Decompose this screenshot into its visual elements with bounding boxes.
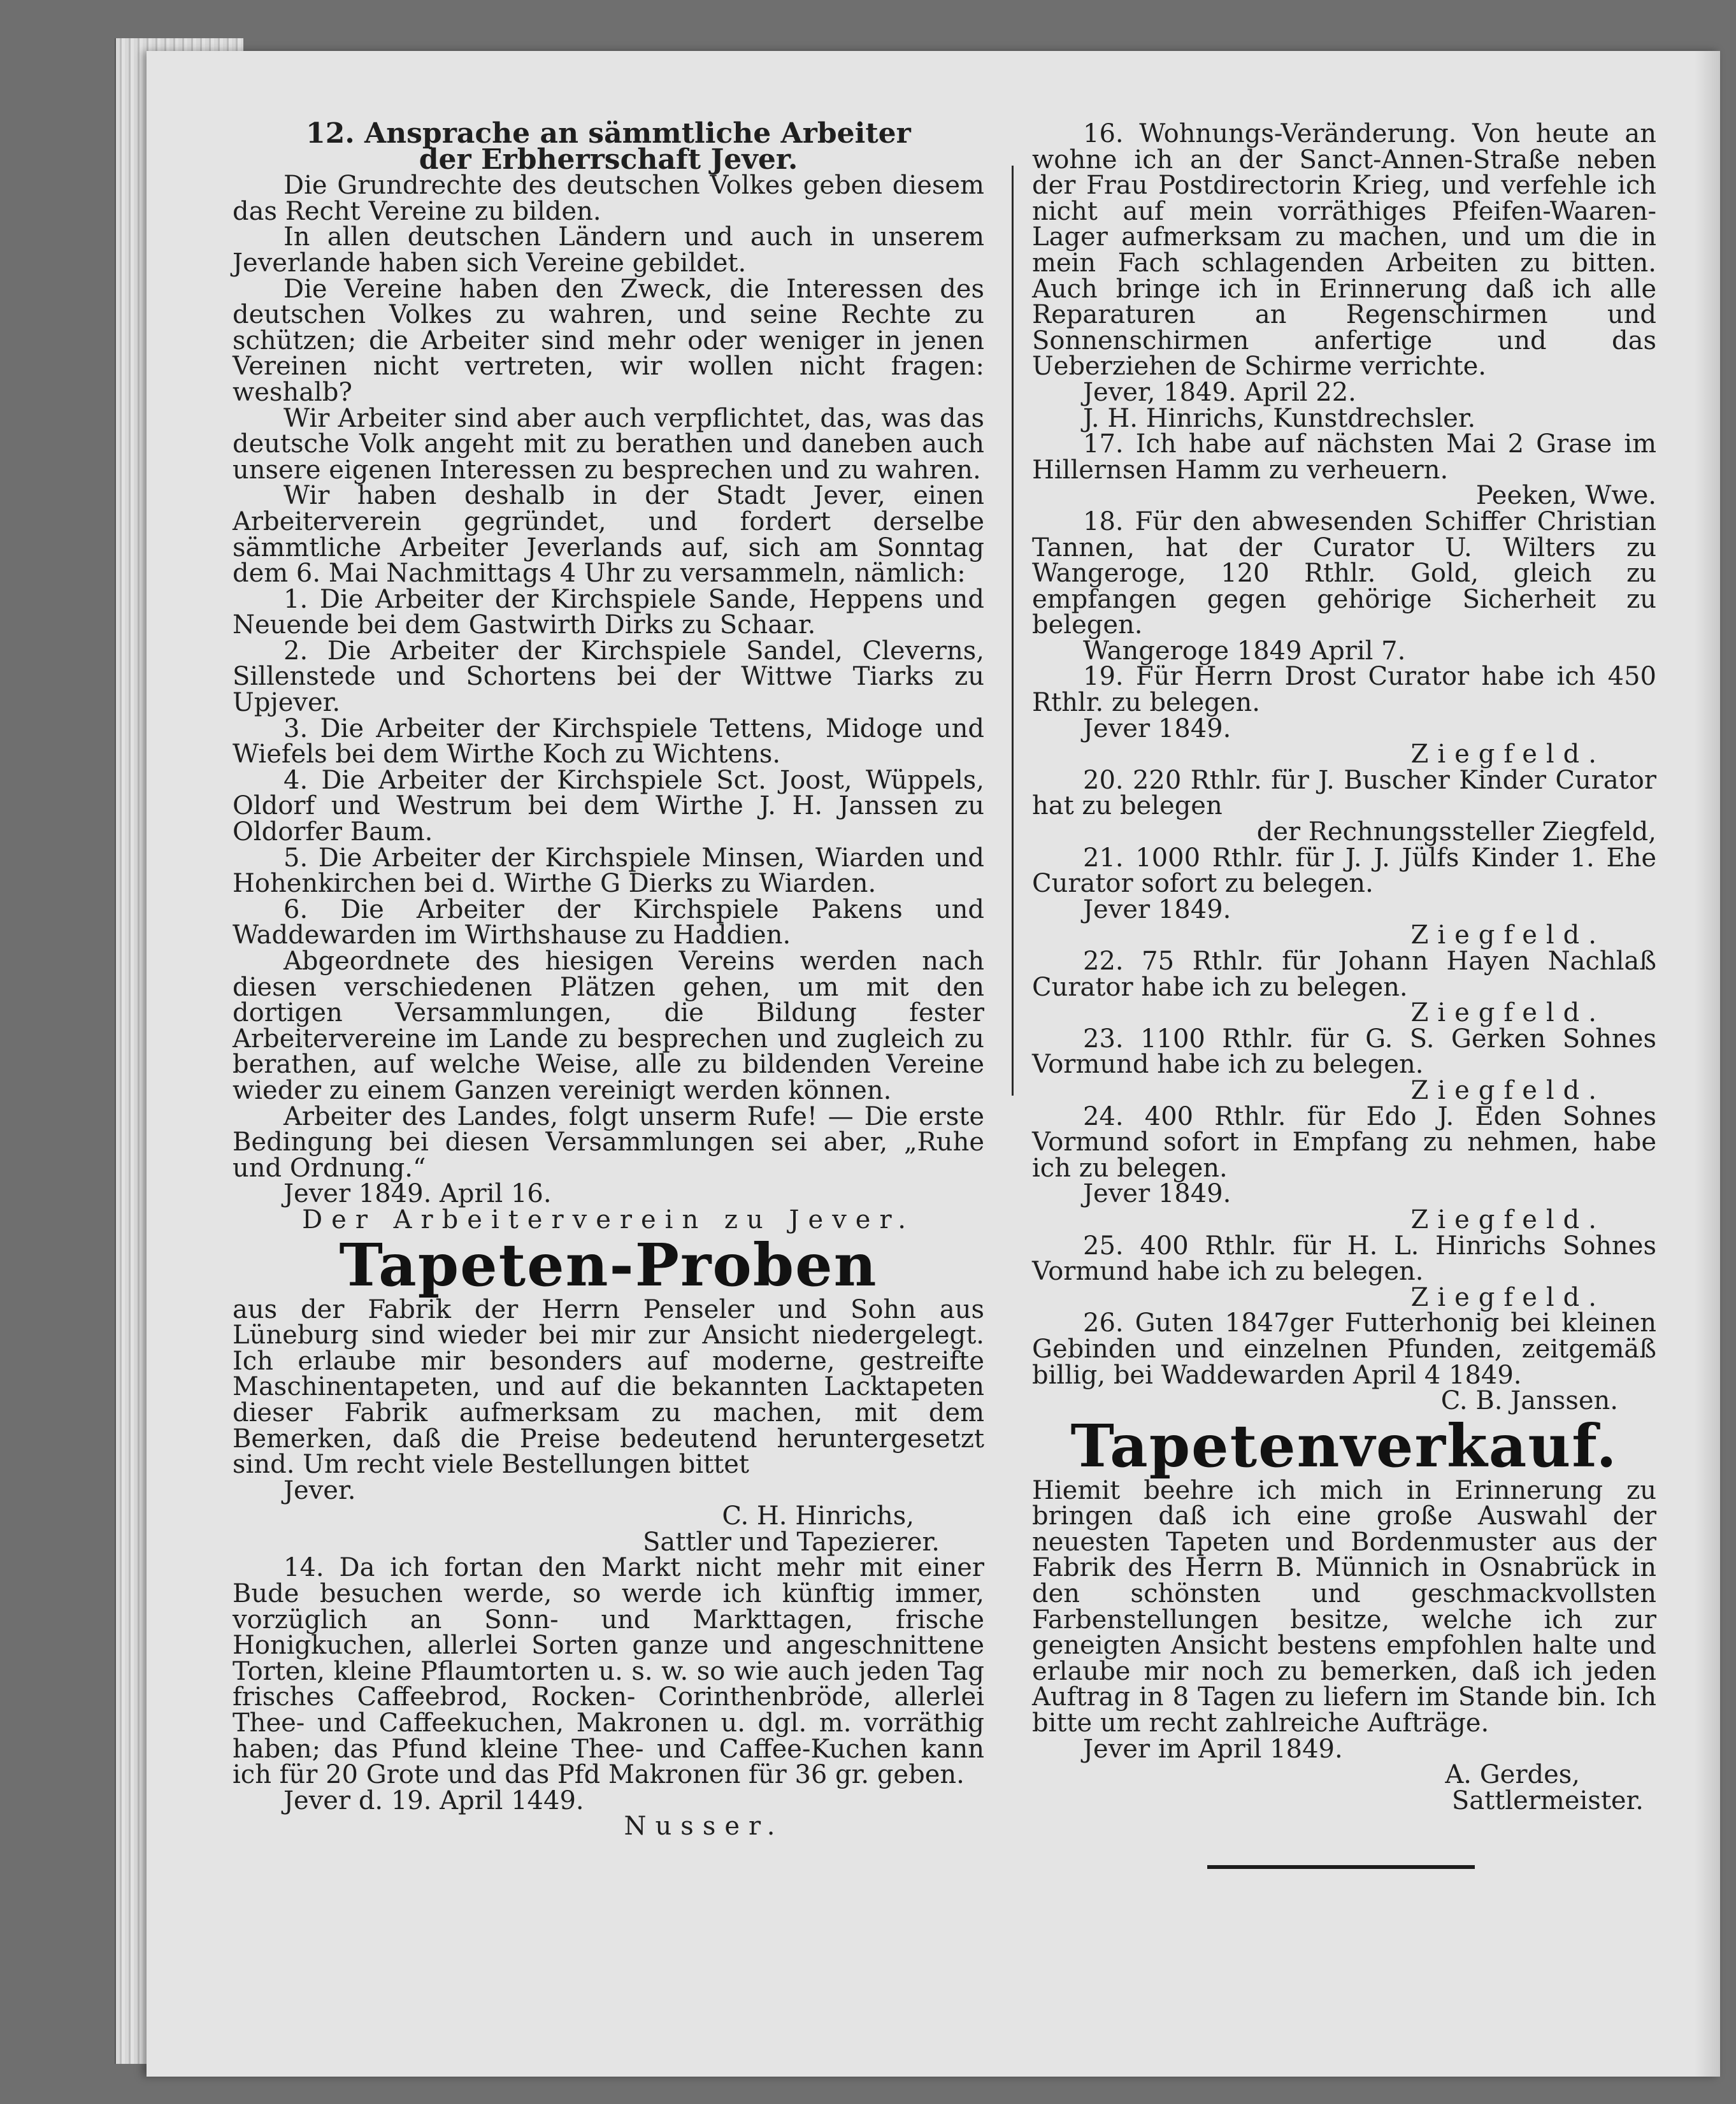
- ad24-date: Jever 1849.: [1083, 1179, 1231, 1209]
- ad26-paragraph: 26. Guten 1847ger Futterhonig bei kleinen Gebinden und einzelnen Pfunden, zeitgemäß billig, bei Waddewarden April 4 1849.: [1032, 1308, 1656, 1390]
- ad19-signature: Ziegfeld.: [1410, 740, 1605, 769]
- right-column: [1032, 121, 1656, 1814]
- ad12-paragraph: Wir haben deshalb in der Stadt Jever, einen Arbeiterverein gegründet, und fordert derselbe sämmtliche Arbeiter Jeverlands auf, sich am Sonntag dem 6. Mai Nachmittags 4 Uhr zu versammeln, nämlich:: [233, 481, 984, 589]
- tapeten-proben-signature: C. H. Hinrichs,: [722, 1501, 914, 1531]
- column-divider: [1012, 166, 1014, 1096]
- ad12-paragraph: Wir Arbeiter sind aber auch verpflichtet, das, was das deutsche Volk angeht mit zu berathen und daneben auch unsere eigenen Interessen zu besprechen und zu wahren.: [233, 403, 984, 485]
- tapeten-proben-heading: Tapeten-Proben: [339, 1230, 878, 1299]
- ad12-list-item: 5. Die Arbeiter der Kirchspiele Minsen, Wiarden und Hohenkirchen bei d. Wirthe G Dierks zu Wiarden.: [233, 843, 984, 899]
- ad12-paragraph: Die Vereine haben den Zweck, die Interessen des deutschen Volkes zu wahren, und seine Rechte zu schützen; die Arbeiter sind mehr oder weniger in jenen Vereinen nicht vertreten, wir wollen nicht fragen: weshalb?: [233, 274, 984, 407]
- ad12-paragraph: Arbeiter des Landes, folgt unserm Rufe! — Die erste Bedingung bei diesen Versammlungen sei aber, „Ruhe und Ordnung.“: [233, 1101, 984, 1183]
- ad14-paragraph: 14. Da ich fortan den Markt nicht mehr mit einer Bude besuchen werde, so werde ich künftig immer, vorzüglich an Sonn- und Markttagen, frische Honigkuchen, allerlei Sorten ganze und angeschnittene Torten, kleine Pflaumtorten u. s. w. so wie auch jeden Tag frisches Caffeebrod, Rocken- Corinthenbröde, allerlei Thee- und Caffeekuchen, Makronen u. dgl. m. vorräthig haben; das Pfund kleine Thee- und Caffee-Kuchen kann ich für 20 Grote und das Pfd Makronen für 36 gr. geben.: [233, 1553, 984, 1790]
- tapeten-proben-trade: Sattler und Tapezierer.: [642, 1527, 940, 1557]
- ad19-paragraph: 19. Für Herrn Drost Curator habe ich 450 Rthlr. zu belegen.: [1032, 662, 1656, 718]
- ad12-paragraph: Abgeordnete des hiesigen Vereins werden nach diesen verschiedenen Plätzen gehen, um mit den dortigen Versammlungen, die Bildung fester Arbeitervereine im Lande zu besprechen und zugleich zu berathen, auf welche Weise, alle zu bildenden Vereine wieder zu einem Ganzen vereinigt werden können.: [233, 947, 984, 1105]
- tapeten-proben-place: Jever.: [283, 1475, 356, 1505]
- ad20-paragraph: 20. 220 Rthlr. für J. Buscher Kinder Curator hat zu belegen: [1032, 765, 1656, 821]
- tapeten-proben-text: aus der Fabrik der Herrn Penseler und Sohn aus Lüneburg sind wieder bei mir zur Ansicht niedergelegt. Ich erlaube mir besonders auf moderne, gestreifte Maschinentapeten, und auf die bekannten Lacktapeten dieser Fabrik aufmerksam zu machen, mit dem Bemerken, daß die Preise bedeutend heruntergesetzt sind. Um recht viele Bestellungen bittet: [233, 1294, 984, 1480]
- ad12-paragraph: In allen deutschen Ländern und auch in unserem Jeverlande haben sich Vereine gebildet.: [233, 222, 984, 278]
- ad12-paragraph: Die Grundrechte des deutschen Volkes geben diesem das Recht Vereine zu bilden.: [233, 171, 984, 226]
- ad14-date: Jever d. 19. April 1449.: [283, 1786, 584, 1815]
- ad22-paragraph: 22. 75 Rthlr. für Johann Hayen Nachlaß Curator habe ich zu belegen.: [1032, 947, 1656, 1002]
- ad20-signature: der Rechnungssteller Ziegfeld,: [1256, 817, 1656, 847]
- ad17-paragraph: 17. Ich habe auf nächsten Mai 2 Grase im Hillernsen Hamm zu verheuern.: [1032, 429, 1656, 485]
- closing-rule: [1207, 1865, 1475, 1869]
- ad14-signature: Nusser.: [624, 1812, 784, 1842]
- ad21-date: Jever 1849.: [1083, 894, 1231, 924]
- tapetenverkauf-signature: A. Gerdes,: [1445, 1760, 1580, 1790]
- ad25-paragraph: 25. 400 Rthlr. für H. L. Hinrichs Sohnes Vormund habe ich zu belegen.: [1032, 1231, 1656, 1287]
- ad12-title-line1: 12. Ansprache an sämmtliche Arbeiter: [306, 117, 911, 150]
- ad24-signature: Ziegfeld.: [1410, 1205, 1605, 1234]
- ad16-paragraph: 16. Wohnungs-Veränderung. Von heute an wohne ich an der Sanct-Annen-Straße neben der Frau Postdirectorin Krieg, und verfehle ich nicht auf mein vorräthiges Pfeifen-Waaren-Lager aufmerksam zu machen, und um die in mein Fach schlagenden Arbeiten zu bitten. Auch bringe ich in Erinnerung daß ich alle Reparaturen an Regenschirmen und Sonnenschirmen anfertige und das Ueberziehen de Schirme verrichte.: [1032, 119, 1656, 382]
- ad22-signature: Ziegfeld.: [1410, 998, 1605, 1028]
- ad12-signature: Der Arbeiterverein zu Jever.: [302, 1205, 915, 1234]
- tapetenverkauf-text: Hiemit beehre ich mich in Erinnerung zu bringen daß ich eine große Auswahl der neuesten Tapeten und Bordenmuster aus der Fabrik des Herrn B. Münnich in Osnabrück in den schönsten und geschmackvollsten Farbenstellungen besitze, welche ich zur geneigten Ansicht bestens empfohlen halte und erlaube mir noch zu bemerken, daß ich jeden Auftrag in 8 Tagen zu liefern im Stande bin. Ich bitte um recht zahlreiche Aufträge.: [1032, 1475, 1656, 1738]
- ad18-paragraph: 18. Für den abwesenden Schiffer Christian Tannen, hat der Curator U. Wilters zu Wangeroge, 120 Rthlr. Gold, gleich zu empfangen gegen gehörige Sicherheit zu belegen.: [1032, 506, 1656, 640]
- ad12-list-item: 2. Die Arbeiter der Kirchspiele Sandel, Cleverns, Sillenstede und Schortens bei der Wittwe Tiarks zu Upjever.: [233, 636, 984, 718]
- ad21-signature: Ziegfeld.: [1410, 920, 1605, 950]
- left-column: [233, 117, 984, 1842]
- ad12-list-item: 1. Die Arbeiter der Kirchspiele Sande, Heppens und Neuende bei dem Gastwirth Dirks zu Schaar.: [233, 584, 984, 640]
- ad23-signature: Ziegfeld.: [1410, 1075, 1605, 1105]
- ad12-title-line2: der Erbherrschaft Jever.: [419, 143, 798, 176]
- ad12-list-item: 6. Die Arbeiter der Kirchspiele Pakens und Waddewarden im Wirthshause zu Haddien.: [233, 894, 984, 950]
- ad12-date: Jever 1849. April 16.: [283, 1179, 552, 1209]
- ad26-signature: C. B. Janssen.: [1440, 1386, 1618, 1416]
- ad16-date: Jever, 1849. April 22.: [1083, 377, 1356, 407]
- ad19-date: Jever 1849.: [1083, 713, 1231, 743]
- ad12-list-item: 3. Die Arbeiter der Kirchspiele Tettens, Midoge und Wiefels bei dem Wirthe Koch zu Wichtens.: [233, 713, 984, 769]
- ad23-paragraph: 23. 1100 Rthlr. für G. S. Gerken Sohnes Vormund habe ich zu belegen.: [1032, 1024, 1656, 1080]
- ad25-signature: Ziegfeld.: [1410, 1282, 1605, 1312]
- tapetenverkauf-date: Jever im April 1849.: [1083, 1734, 1343, 1764]
- ad21-paragraph: 21. 1000 Rthlr. für J. J. Jülfs Kinder 1. Ehe Curator sofort zu belegen.: [1032, 843, 1656, 899]
- ad16-signature: J. H. Hinrichs, Kunstdrechsler.: [1083, 403, 1476, 433]
- page-shadow: [1695, 51, 1720, 2077]
- ad17-signature: Peeken, Wwe.: [1475, 481, 1656, 511]
- ad24-paragraph: 24. 400 Rthlr. für Edo J. Eden Sohnes Vormund sofort in Empfang zu nehmen, habe ich zu belegen.: [1032, 1101, 1656, 1183]
- ad12-list-item: 4. Die Arbeiter der Kirchspiele Sct. Joost, Wüppels, Oldorf und Westrum bei dem Wirthe J. H. Janssen zu Oldorfer Baum.: [233, 765, 984, 847]
- ad18-date: Wangeroge 1849 April 7.: [1083, 636, 1406, 666]
- tapetenverkauf-trade: Sattlermeister.: [1451, 1786, 1644, 1815]
- tapetenverkauf-heading: Tapetenverkauf.: [1070, 1411, 1618, 1480]
